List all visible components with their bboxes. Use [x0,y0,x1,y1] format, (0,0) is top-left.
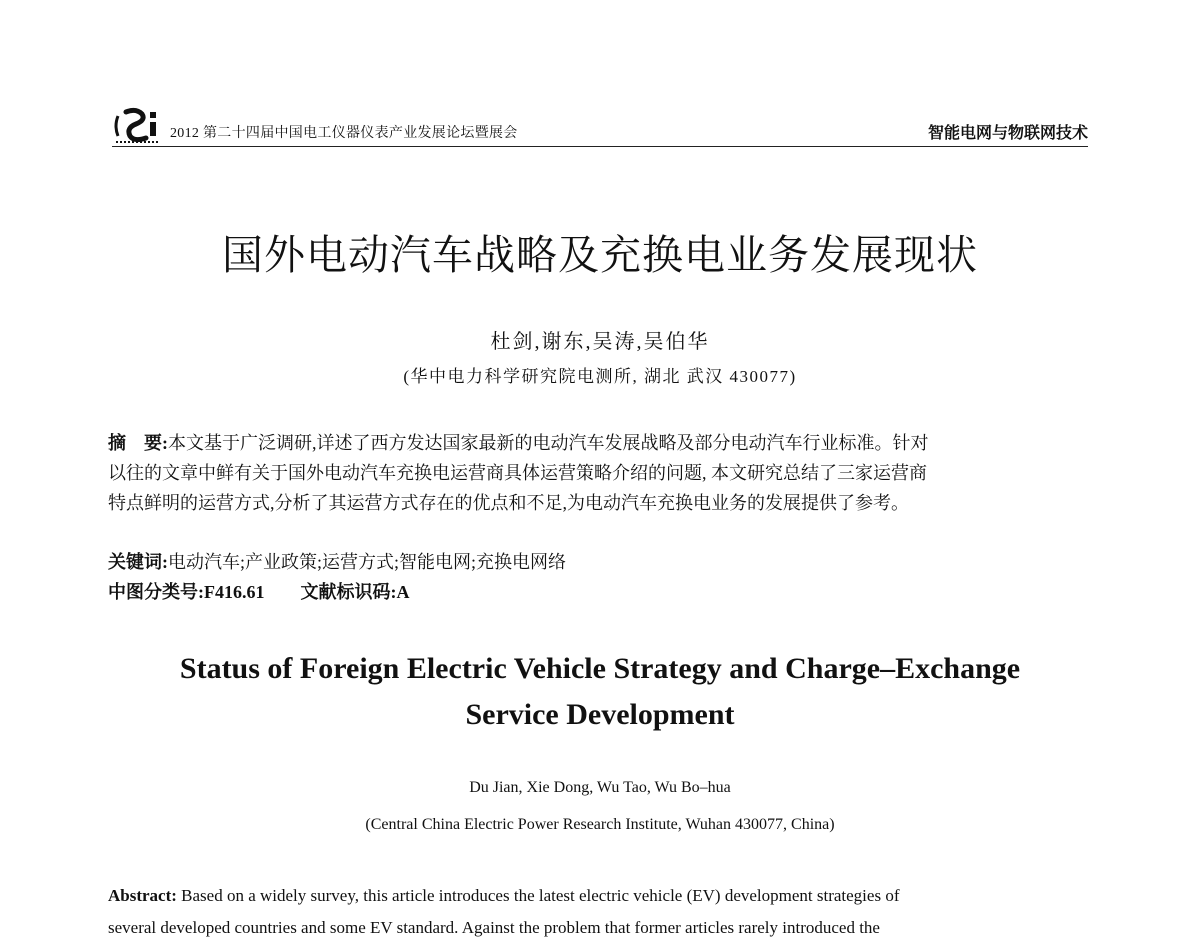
section-name: 智能电网与物联网技术 [927,125,1088,142]
english-abstract [108,880,1088,944]
chinese-abstract [108,428,1088,518]
chinese-authors: 杜剑,谢东,吴涛,吴伯华 [490,331,710,353]
chinese-abstract-line: 特点鲜明的运营方式,分析了其运营方式存在的优点和不足,为电动汽车充换电业务的发展提供了参考。 [108,493,909,513]
chinese-affiliation: (华中电力科学研究院电测所, 湖北 武汉 430077) [403,367,797,386]
english-title-line: Service Development [465,698,735,731]
header-rule [112,146,1088,147]
chinese-keywords [108,548,566,574]
chinese-abstract-line: 以往的文章中鲜有关于国外电动汽车充换电运营商具体运营策略介绍的问题, 本文研究总结了三家运营商 [108,463,927,483]
conference-logo-icon [112,106,164,146]
english-title-line: Status of Foreign Electric Vehicle Strategy and Charge–Exchange [179,652,1021,685]
english-abstract-line: several developed countries and some EV standard. Against the problem that former articles rarely introduced the [108,918,880,937]
english-title [0,646,1200,738]
keywords-text: 电动汽车;产业政策;运营方式;智能电网;充换电网络 [168,552,567,572]
english-affiliation: (Central China Electric Power Research Institute, Wuhan 430077, China) [365,816,835,833]
english-abstract-line [108,880,1088,912]
chinese-abstract-line [108,428,1088,458]
keywords-label: 关键词: [108,552,168,572]
classification-line [108,578,410,604]
document-code: 文献标识码:A [300,582,410,602]
english-abstract-label: Abstract: [108,886,177,905]
classification-number: 中图分类号:F416.61 [108,582,265,602]
running-header [112,106,1088,152]
conference-title: 2012 第二十四届中国电工仪器仪表产业发展论坛暨展会 [170,126,518,141]
chinese-abstract-text: 本文基于广泛调研,详述了西方发达国家最新的电动汽车发展战略及部分电动汽车行业标准。针对 [168,433,929,453]
chinese-title: 国外电动汽车战略及充换电业务发展现状 [222,231,978,279]
english-authors: Du Jian, Xie Dong, Wu Tao, Wu Bo–hua [469,779,731,796]
english-abstract-text: Based on a widely survey, this article introduces the latest electric vehicle (EV) development strategies of [176,886,900,905]
chinese-abstract-label: 摘 要: [108,433,168,453]
